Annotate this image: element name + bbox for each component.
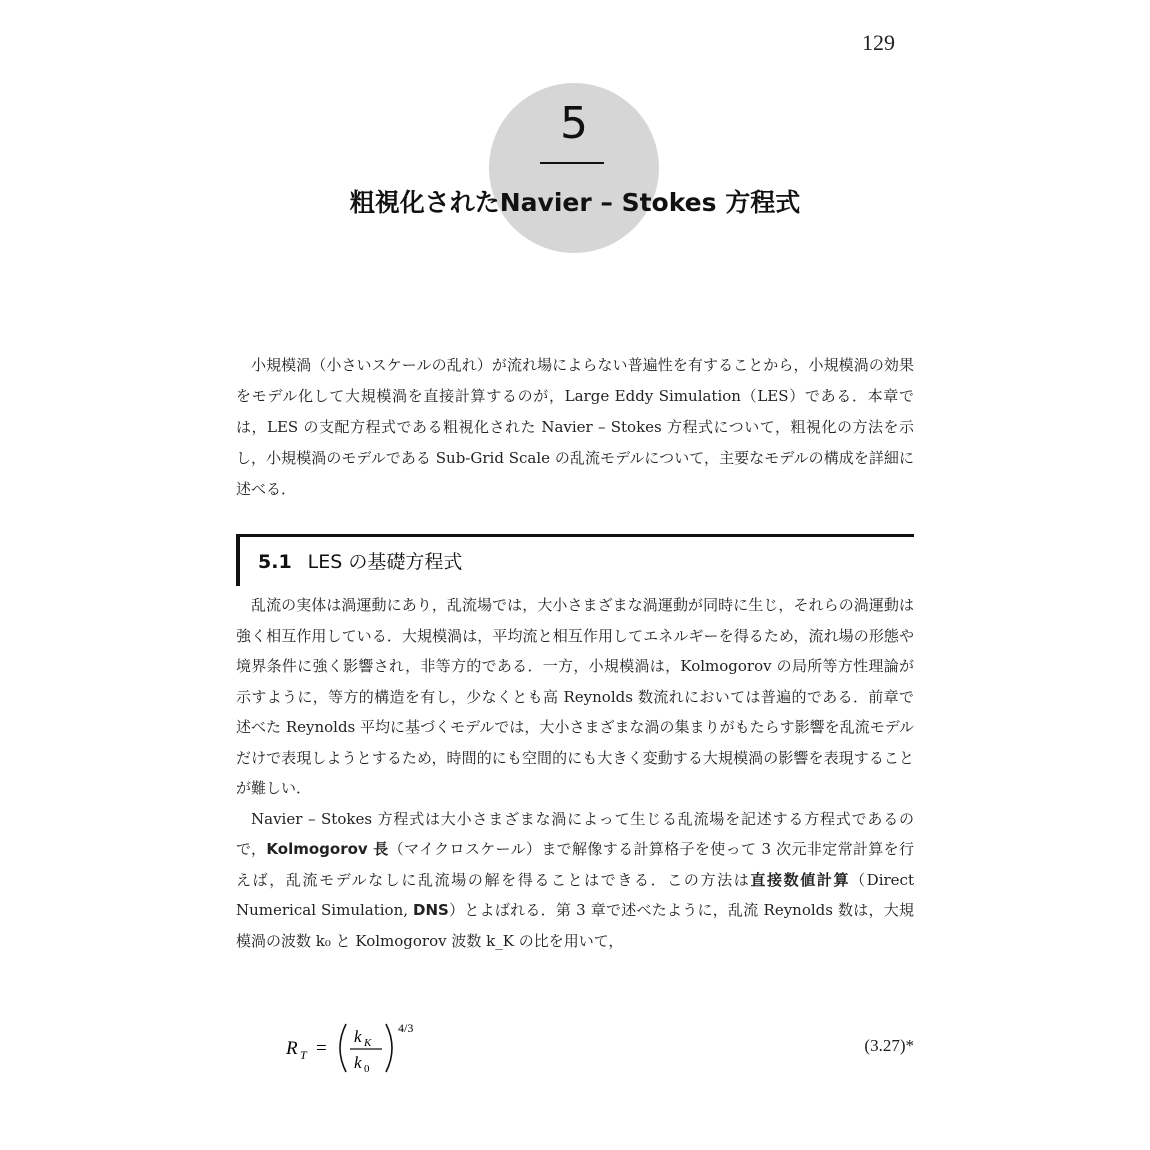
paragraph-text: （Direct Numerical Simulation, [236,870,914,919]
paragraph-text: ）とよばれる．第 3 章で述べたように，乱流 Reynolds 数は，大規模渦の波数 k₀ と Kolmogorov 波数 k_K の比を用いて， [236,901,914,950]
equation-3-27 [236,1018,914,1078]
eq-equals: = [316,1038,327,1059]
term-kolmogorov-length: Kolmogorov 長 [266,840,389,858]
eq-numerator: k [354,1027,362,1046]
paragraph-text: （マイクロスケール）まで解像する計算格子を使って 3 次元非定常計算を行えば，乱流モデルなしに乱流場の解を得ることはできる．この方法は [236,840,915,889]
eq-left-paren [340,1024,346,1072]
chapter-number: 5 [560,98,588,149]
equation-label: (3.27)* [864,1036,914,1055]
body-paragraph-1: 乱流の実体は渦運動にあり，乱流場では，大小さまざまな渦運動が同時に生じ，それらの渦運動は強く相互作用している．大規模渦は，平均流と相互作用してエネルギーを得るため，流れ場の形態や境界条件に強く影響され，非等方的である．一方，小規模渦は，Kolmogorov の局所等方性理論が示すように，等方的構造を有し，少なくとも高 Reynolds 数流れにおいては普遍的である．前章で述べた Reynolds 平均に基づくモデルでは，大小さまざまな渦の集まりがもたらす影響を乱流モデルだけで表現しようとするため，時間的にも空間的にも大きく変動する大規模渦の影響を表現することが難しい． [236,596,914,797]
body-paragraph-2 [236,804,914,957]
page-number: 129 [862,30,895,55]
eq-lhs-symbol: R [286,1038,298,1059]
paragraph-text: Navier – Stokes 方程式は大小さまざまな渦によって生じる乱流場を記述する方程式であるので， [236,809,914,858]
section-header [236,534,914,586]
eq-exponent: 4/3 [398,1021,414,1035]
eq-denominator-subscript: 0 [364,1063,370,1075]
eq-right-paren [386,1024,392,1072]
section-heading [258,547,462,574]
eq-numerator-subscript: K [364,1037,372,1049]
term-direct-numerical-simulation: 直接数値計算 [750,870,851,889]
section-body [236,590,914,956]
section-number: 5.1 [258,551,292,573]
section-left-rule [236,534,240,586]
eq-lhs-subscript: T [300,1048,307,1062]
term-dns: DNS [413,901,449,919]
section-top-rule [236,534,914,537]
eq-denominator: k [354,1053,362,1072]
section-title: LES の基礎方程式 [307,551,463,573]
chapter-title: 粗視化されたNavier – Stokes 方程式 [349,188,801,217]
chapter-divider [540,162,604,164]
chapter-intro [236,350,914,505]
intro-paragraph: 小規模渦（小さいスケールの乱れ）が流れ場によらない普遍性を有することから，小規模渦の効果をモデル化して大規模渦を直接計算するのが，Large Eddy Simulation（LES）である．本章では，LES の支配方程式である粗視化された Navier – Stokes 方程式について，粗視化の方法を示し，小規模渦のモデルである Sub-Grid Scale の乱流モデルについて，主要なモデルの構成を詳細に述べる． [236,356,914,498]
equation-formula [286,1018,506,1078]
